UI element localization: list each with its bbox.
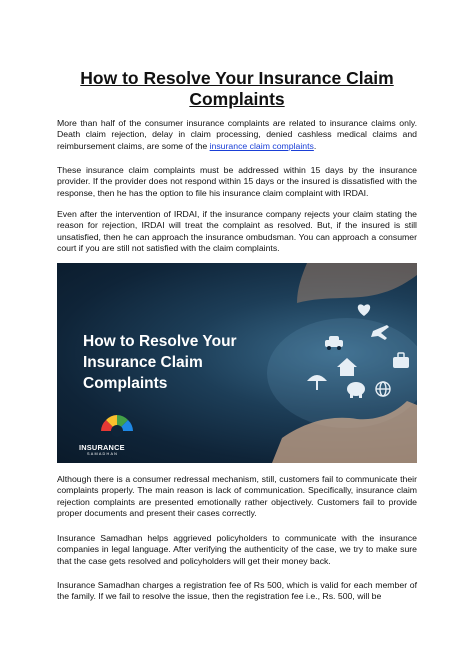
banner-title-line-3: Complaints xyxy=(83,375,168,392)
paragraph-samadhan-help: Insurance Samadhan helps aggrieved policyholders to communicate with the insurance companies in legal language. After verifying the authenticity of the case, we try to make sure that the case gets resolved and policyholders will get their money back. xyxy=(57,533,417,566)
insurance-claim-complaints-link[interactable]: insurance claim complaints xyxy=(209,140,314,151)
insurance-samadhan-logo-icon xyxy=(101,415,133,437)
paragraph-irdai: Even after the intervention of IRDAI, if the insurance company rejects your claim stating the reason for rejection, IRDAI will treat the complaint as resolved. But, if the insured is still unsatisfied, then he can approach the insurance ombudsman. You can approach a consumer court if you are still not satisfied with the claim complaints. xyxy=(57,209,417,254)
paragraph-intro-end: . xyxy=(313,140,317,151)
logo-name: INSURANCE xyxy=(79,443,125,452)
hand-top xyxy=(297,263,417,303)
page-title xyxy=(40,68,434,110)
paragraph-communication: Although there is a consumer redressal mechanism, still, customers fail to communicate their complaints properly. The main reason is lack of communication. Specifically, insurance claim rejection complaints are presented emotionally rather objectively. Customers fail to provide proper documents and present their cases correctly. xyxy=(57,474,417,519)
title-line-2: Complaints xyxy=(189,89,285,109)
banner-title-line-1: How to Resolve Your xyxy=(83,333,237,350)
title-line-1: How to Resolve Your Insurance Claim xyxy=(80,68,394,88)
paragraph-intro-text: More than half of the consumer insurance complaints are related to insurance claims only. Death claim rejection, delay in claim processing, denied cashless medical claims and reimbursement claims, are some of the xyxy=(57,118,417,151)
heart-icon xyxy=(358,304,370,316)
paragraph-intro xyxy=(57,118,417,152)
paragraph-timeline: These insurance claim complaints must be addressed within 15 days by the insurance provider. If the provider does not respond within 15 days or the insured is dissatisfied with the response, then he has the option to file his insurance claim complaint with IRDAI. xyxy=(57,165,417,198)
logo-subtitle: SAMADHAN xyxy=(87,452,119,456)
paragraph-registration-fee: Insurance Samadhan charges a registration fee of Rs 500, which is valid for each member of the family. If we fail to resolve the issue, then the registration fee i.e., Rs. 500, will be xyxy=(57,580,417,602)
article-banner-image xyxy=(57,263,417,463)
banner-title-line-2: Insurance Claim xyxy=(83,354,203,371)
banner-title xyxy=(83,331,283,394)
